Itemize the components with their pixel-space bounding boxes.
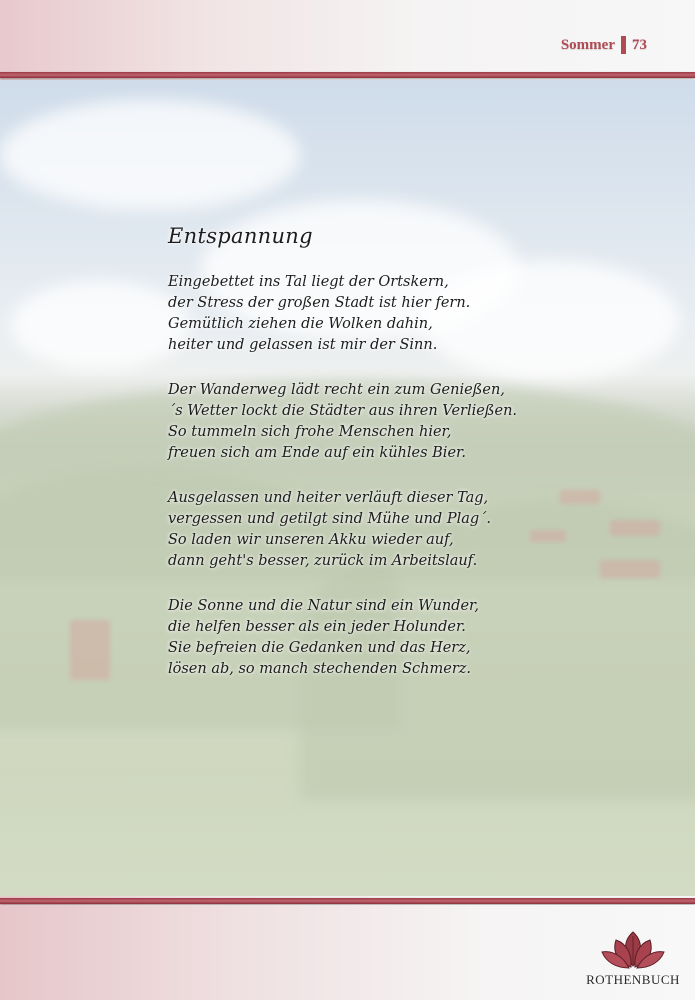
top-border-band [0,72,695,78]
poem-line: Die Sonne und die Natur sind ein Wunder, [168,598,479,614]
header-separator [621,36,626,54]
poem-line: der Stress der großen Stadt ist hier fern. [168,295,471,311]
bottom-border-band [0,898,695,904]
poem-line: die helfen besser als ein jeder Holunder. [168,619,466,635]
logo-text: ROTHENBUCH [586,972,680,987]
poem-line: lösen ab, so manch stechenden Schmerz. [168,661,472,677]
poem-line: Sie befreien die Gedanken und das Herz, [168,640,471,656]
stanza-2 [168,380,628,464]
poem-line: Gemütlich ziehen die Wolken dahin, [168,316,433,332]
poem-line: dann geht's besser, zurück im Arbeitslauf. [168,553,478,569]
leaf-logo-icon [598,930,668,970]
poem-line: Ausgelassen und heiter verläuft dieser Tag, [168,490,489,506]
poem-line: So laden wir unseren Akku wieder auf, [168,532,454,548]
stanza-3 [168,488,628,572]
poem-line: vergessen und getilgt sind Mühe und Plag´. [168,511,492,527]
poem [168,224,628,704]
poem-line: Eingebettet ins Tal liegt der Ortskern, [168,274,449,290]
stanza-4 [168,596,628,680]
section-label: Sommer [560,36,615,53]
stanza-1 [168,272,628,356]
poem-line: So tummeln sich frohe Menschen hier, [168,424,452,440]
poem-line: freuen sich am Ende auf ein kühles Bier. [168,445,466,461]
page-header [561,36,647,54]
poem-title: Entspannung [168,224,313,248]
poem-line: ´s Wetter lockt die Städter aus ihren Verließen. [168,403,518,419]
poem-line: Der Wanderweg lädt recht ein zum Genießen, [168,382,505,398]
rothenbuch-logo [585,930,681,992]
page-number: 73 [632,36,647,53]
poem-line: heiter und gelassen ist mir der Sinn. [168,337,438,353]
